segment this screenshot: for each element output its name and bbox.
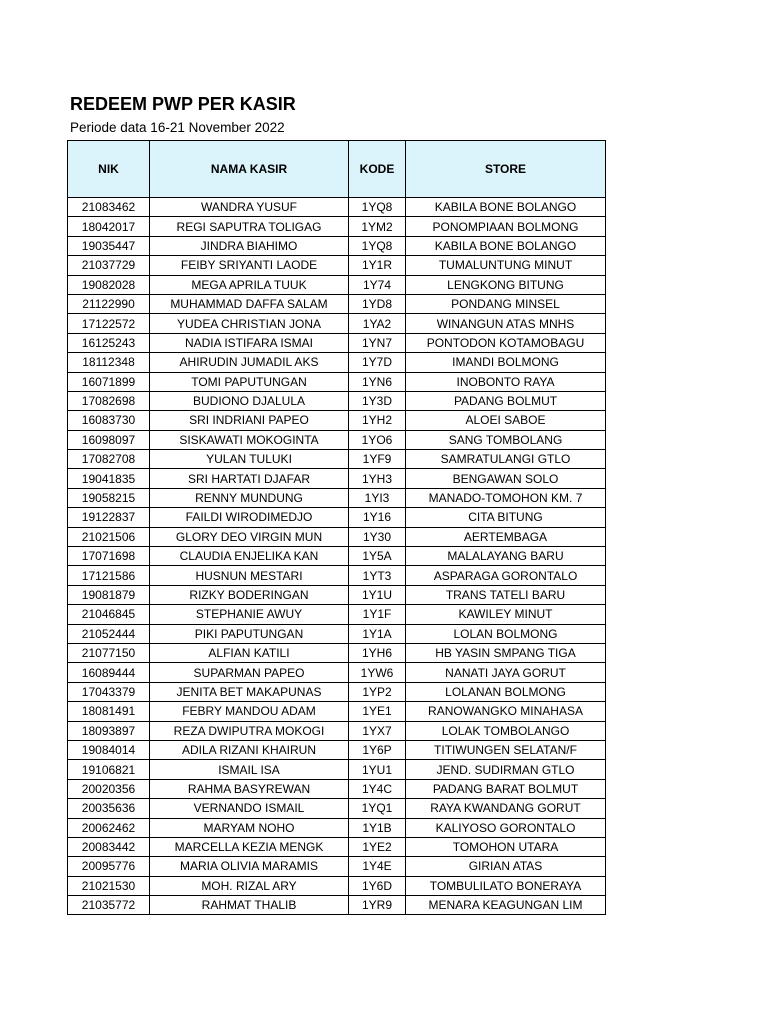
- table-row: [68, 372, 606, 391]
- store-cell: GIRIAN ATAS: [406, 857, 606, 876]
- store-cell: MENARA KEAGUNGAN LIM: [406, 896, 606, 915]
- nama-kasir-cell: MOH. RIZAL ARY: [150, 876, 349, 895]
- store-cell: IMANDI BOLMONG: [406, 353, 606, 372]
- store-cell: ASPARAGA GORONTALO: [406, 566, 606, 585]
- table-row: [68, 353, 606, 372]
- table-row: [68, 682, 606, 701]
- nik-cell: 19081879: [68, 585, 150, 604]
- nama-kasir-cell: MARIA OLIVIA MARAMIS: [150, 857, 349, 876]
- table-row: [68, 566, 606, 585]
- nama-kasir-cell: JENITA BET MAKAPUNAS: [150, 682, 349, 701]
- report-period: Periode data 16-21 November 2022: [70, 120, 285, 135]
- nama-kasir-cell: MUHAMMAD DAFFA SALAM: [150, 294, 349, 313]
- table-row: [68, 198, 606, 217]
- store-cell: PONDANG MINSEL: [406, 294, 606, 313]
- kode-cell: 1YT3: [349, 566, 406, 585]
- kode-cell: 1YH6: [349, 643, 406, 662]
- nik-cell: 20020356: [68, 779, 150, 798]
- nama-kasir-cell: SISKAWATI MOKOGINTA: [150, 430, 349, 449]
- nama-kasir-cell: HUSNUN MESTARI: [150, 566, 349, 585]
- nik-cell: 19082028: [68, 275, 150, 294]
- nama-kasir-cell: TOMI PAPUTUNGAN: [150, 372, 349, 391]
- cashier-redeem-table: [67, 140, 606, 915]
- nik-cell: 17122572: [68, 314, 150, 333]
- nik-cell: 19035447: [68, 236, 150, 255]
- kode-cell: 1YE1: [349, 702, 406, 721]
- nama-kasir-cell: ALFIAN KATILI: [150, 643, 349, 662]
- store-cell: TRANS TATELI BARU: [406, 585, 606, 604]
- table-row: [68, 818, 606, 837]
- kode-cell: 1YQ8: [349, 198, 406, 217]
- store-cell: KABILA BONE BOLANGO: [406, 236, 606, 255]
- kode-cell: 1YD8: [349, 294, 406, 313]
- store-cell: TUMALUNTUNG MINUT: [406, 256, 606, 275]
- nama-kasir-cell: REGI SAPUTRA TOLIGAG: [150, 217, 349, 236]
- store-cell: ALOEI SABOE: [406, 411, 606, 430]
- nik-cell: 21021530: [68, 876, 150, 895]
- nama-kasir-cell: MEGA APRILA TUUK: [150, 275, 349, 294]
- nik-cell: 21077150: [68, 643, 150, 662]
- nik-cell: 17121586: [68, 566, 150, 585]
- nik-cell: 20035636: [68, 799, 150, 818]
- table-row: [68, 469, 606, 488]
- table-row: [68, 605, 606, 624]
- store-cell: PADANG BOLMUT: [406, 391, 606, 410]
- nik-cell: 21052444: [68, 624, 150, 643]
- nik-cell: 17082708: [68, 450, 150, 469]
- kode-cell: 1Y30: [349, 527, 406, 546]
- nik-cell: 20062462: [68, 818, 150, 837]
- table-row: [68, 391, 606, 410]
- nik-cell: 16098097: [68, 430, 150, 449]
- table-row: [68, 294, 606, 313]
- kode-cell: 1YO6: [349, 430, 406, 449]
- nik-cell: 18081491: [68, 702, 150, 721]
- nik-cell: 18112348: [68, 353, 150, 372]
- store-cell: LENGKONG BITUNG: [406, 275, 606, 294]
- table-row: [68, 450, 606, 469]
- column-header-nik: NIK: [68, 141, 150, 198]
- nik-cell: 17082698: [68, 391, 150, 410]
- store-cell: LOLANAN BOLMONG: [406, 682, 606, 701]
- nama-kasir-cell: GLORY DEO VIRGIN MUN: [150, 527, 349, 546]
- nama-kasir-cell: RENNY MUNDUNG: [150, 488, 349, 507]
- store-cell: LOLAN BOLMONG: [406, 624, 606, 643]
- nama-kasir-cell: YUDEA CHRISTIAN JONA: [150, 314, 349, 333]
- column-header-nama-kasir: NAMA KASIR: [150, 141, 349, 198]
- column-header-kode: KODE: [349, 141, 406, 198]
- table-row: [68, 857, 606, 876]
- store-cell: INOBONTO RAYA: [406, 372, 606, 391]
- store-cell: LOLAK TOMBOLANGO: [406, 721, 606, 740]
- nama-kasir-cell: PIKI PAPUTUNGAN: [150, 624, 349, 643]
- store-cell: PADANG BARAT BOLMUT: [406, 779, 606, 798]
- table-row: [68, 799, 606, 818]
- kode-cell: 1YX7: [349, 721, 406, 740]
- store-cell: RANOWANGKO MINAHASA: [406, 702, 606, 721]
- kode-cell: 1Y1R: [349, 256, 406, 275]
- nama-kasir-cell: MARYAM NOHO: [150, 818, 349, 837]
- nama-kasir-cell: RIZKY BODERINGAN: [150, 585, 349, 604]
- kode-cell: 1Y4E: [349, 857, 406, 876]
- nama-kasir-cell: FEIBY SRIYANTI LAODE: [150, 256, 349, 275]
- kode-cell: 1YH3: [349, 469, 406, 488]
- nama-kasir-cell: SRI HARTATI DJAFAR: [150, 469, 349, 488]
- nama-kasir-cell: AHIRUDIN JUMADIL AKS: [150, 353, 349, 372]
- nama-kasir-cell: WANDRA YUSUF: [150, 198, 349, 217]
- nik-cell: 21122990: [68, 294, 150, 313]
- kode-cell: 1Y7D: [349, 353, 406, 372]
- kode-cell: 1YN7: [349, 333, 406, 352]
- kode-cell: 1YE2: [349, 837, 406, 856]
- table-row: [68, 488, 606, 507]
- table-row: [68, 663, 606, 682]
- table-row: [68, 702, 606, 721]
- store-cell: SANG TOMBOLANG: [406, 430, 606, 449]
- table-row: [68, 314, 606, 333]
- store-cell: BENGAWAN SOLO: [406, 469, 606, 488]
- nik-cell: 19122837: [68, 508, 150, 527]
- nik-cell: 21083462: [68, 198, 150, 217]
- kode-cell: 1YU1: [349, 760, 406, 779]
- nik-cell: 21046845: [68, 605, 150, 624]
- store-cell: MALALAYANG BARU: [406, 547, 606, 566]
- kode-cell: 1YW6: [349, 663, 406, 682]
- kode-cell: 1YI3: [349, 488, 406, 507]
- nik-cell: 19041835: [68, 469, 150, 488]
- report-title: REDEEM PWP PER KASIR: [70, 94, 296, 114]
- nama-kasir-cell: BUDIONO DJALULA: [150, 391, 349, 410]
- store-cell: TOMOHON UTARA: [406, 837, 606, 856]
- store-cell: PONTODON KOTAMOBAGU: [406, 333, 606, 352]
- table-row: [68, 430, 606, 449]
- kode-cell: 1YR9: [349, 896, 406, 915]
- nama-kasir-cell: FEBRY MANDOU ADAM: [150, 702, 349, 721]
- nik-cell: 17043379: [68, 682, 150, 701]
- table-header: [68, 141, 606, 198]
- nama-kasir-cell: ISMAIL ISA: [150, 760, 349, 779]
- table-row: [68, 876, 606, 895]
- kode-cell: 1YF9: [349, 450, 406, 469]
- kode-cell: 1Y4C: [349, 779, 406, 798]
- store-cell: TITIWUNGEN SELATAN/F: [406, 740, 606, 759]
- kode-cell: 1Y3D: [349, 391, 406, 410]
- table-row: [68, 547, 606, 566]
- kode-cell: 1Y74: [349, 275, 406, 294]
- nik-cell: 19058215: [68, 488, 150, 507]
- kode-cell: 1Y1A: [349, 624, 406, 643]
- nik-cell: 21035772: [68, 896, 150, 915]
- table-row: [68, 643, 606, 662]
- table-row: [68, 411, 606, 430]
- nik-cell: 16125243: [68, 333, 150, 352]
- header-row: [68, 141, 606, 198]
- nama-kasir-cell: RAHMAT THALIB: [150, 896, 349, 915]
- table-body: [68, 198, 606, 915]
- table-row: [68, 333, 606, 352]
- nama-kasir-cell: MARCELLA KEZIA MENGK: [150, 837, 349, 856]
- kode-cell: 1Y1F: [349, 605, 406, 624]
- table-row: [68, 779, 606, 798]
- kode-cell: 1YH2: [349, 411, 406, 430]
- nama-kasir-cell: YULAN TULUKI: [150, 450, 349, 469]
- kode-cell: 1Y6P: [349, 740, 406, 759]
- nik-cell: 16083730: [68, 411, 150, 430]
- store-cell: KAWILEY MINUT: [406, 605, 606, 624]
- nama-kasir-cell: SUPARMAN PAPEO: [150, 663, 349, 682]
- table-row: [68, 275, 606, 294]
- kode-cell: 1Y16: [349, 508, 406, 527]
- nik-cell: 16071899: [68, 372, 150, 391]
- nik-cell: 21037729: [68, 256, 150, 275]
- table-row: [68, 217, 606, 236]
- table-row: [68, 837, 606, 856]
- table-row: [68, 236, 606, 255]
- table-row: [68, 740, 606, 759]
- kode-cell: 1YM2: [349, 217, 406, 236]
- store-cell: CITA BITUNG: [406, 508, 606, 527]
- kode-cell: 1YN6: [349, 372, 406, 391]
- nama-kasir-cell: NADIA ISTIFARA ISMAI: [150, 333, 349, 352]
- store-cell: SAMRATULANGI GTLO: [406, 450, 606, 469]
- store-cell: WINANGUN ATAS MNHS: [406, 314, 606, 333]
- table-row: [68, 624, 606, 643]
- table-row: [68, 896, 606, 915]
- nik-cell: 20095776: [68, 857, 150, 876]
- nama-kasir-cell: RAHMA BASYREWAN: [150, 779, 349, 798]
- nama-kasir-cell: SRI INDRIANI PAPEO: [150, 411, 349, 430]
- store-cell: RAYA KWANDANG GORUT: [406, 799, 606, 818]
- store-cell: HB YASIN SMPANG TIGA: [406, 643, 606, 662]
- kode-cell: 1YA2: [349, 314, 406, 333]
- nik-cell: 18093897: [68, 721, 150, 740]
- store-cell: JEND. SUDIRMAN GTLO: [406, 760, 606, 779]
- kode-cell: 1YP2: [349, 682, 406, 701]
- nik-cell: 19084014: [68, 740, 150, 759]
- nama-kasir-cell: CLAUDIA ENJELIKA KAN: [150, 547, 349, 566]
- kode-cell: 1Y6D: [349, 876, 406, 895]
- store-cell: MANADO-TOMOHON KM. 7: [406, 488, 606, 507]
- column-header-store: STORE: [406, 141, 606, 198]
- nik-cell: 21021506: [68, 527, 150, 546]
- kode-cell: 1Y1B: [349, 818, 406, 837]
- store-cell: PONOMPIAAN BOLMONG: [406, 217, 606, 236]
- nama-kasir-cell: REZA DWIPUTRA MOKOGI: [150, 721, 349, 740]
- table-row: [68, 508, 606, 527]
- kode-cell: 1Y1U: [349, 585, 406, 604]
- nik-cell: 19106821: [68, 760, 150, 779]
- store-cell: KABILA BONE BOLANGO: [406, 198, 606, 217]
- nama-kasir-cell: VERNANDO ISMAIL: [150, 799, 349, 818]
- kode-cell: 1Y5A: [349, 547, 406, 566]
- table-row: [68, 585, 606, 604]
- nama-kasir-cell: FAILDI WIRODIMEDJO: [150, 508, 349, 527]
- nik-cell: 20083442: [68, 837, 150, 856]
- nik-cell: 17071698: [68, 547, 150, 566]
- store-cell: AERTEMBAGA: [406, 527, 606, 546]
- nama-kasir-cell: ADILA RIZANI KHAIRUN: [150, 740, 349, 759]
- nama-kasir-cell: JINDRA BIAHIMO: [150, 236, 349, 255]
- table-row: [68, 721, 606, 740]
- store-cell: NANATI JAYA GORUT: [406, 663, 606, 682]
- table-row: [68, 527, 606, 546]
- table-row: [68, 256, 606, 275]
- nik-cell: 18042017: [68, 217, 150, 236]
- store-cell: KALIYOSO GORONTALO: [406, 818, 606, 837]
- store-cell: TOMBULILATO BONERAYA: [406, 876, 606, 895]
- nik-cell: 16089444: [68, 663, 150, 682]
- kode-cell: 1YQ1: [349, 799, 406, 818]
- nama-kasir-cell: STEPHANIE AWUY: [150, 605, 349, 624]
- table-row: [68, 760, 606, 779]
- kode-cell: 1YQ8: [349, 236, 406, 255]
